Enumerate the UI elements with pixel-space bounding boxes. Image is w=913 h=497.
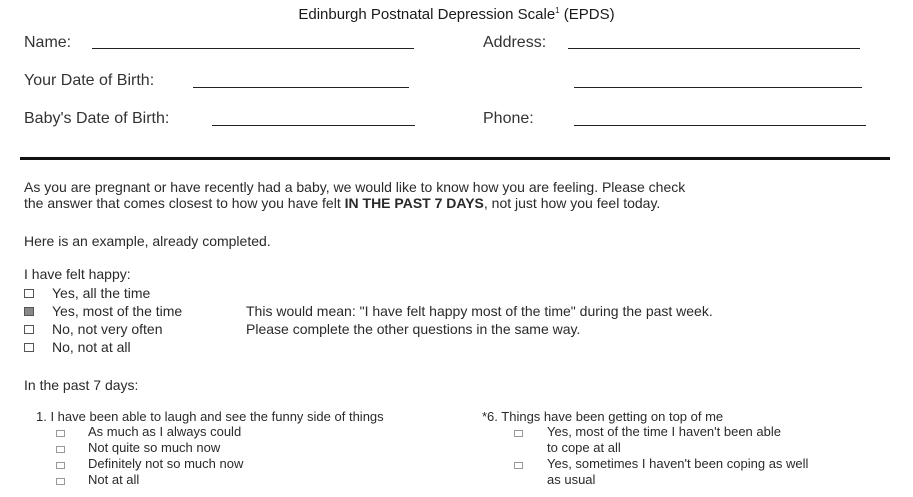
q6-checkbox-2[interactable] xyxy=(514,462,523,469)
name-field[interactable] xyxy=(92,48,414,49)
q1-checkbox-1[interactable] xyxy=(56,430,65,437)
dob-field[interactable] xyxy=(193,87,409,88)
name-label: Name: xyxy=(24,34,72,51)
phone-field[interactable] xyxy=(574,125,866,126)
dob-label: Your Date of Birth: xyxy=(24,72,155,89)
phone-label: Phone: xyxy=(483,110,534,127)
q6-option-1-cont: to cope at all xyxy=(547,440,621,455)
question-6-label: *6. Things have been getting on top of me xyxy=(482,409,724,424)
example-option-3: No, not very often xyxy=(52,321,163,337)
question-1-label: 1. I have been able to laugh and see the funny side of things xyxy=(36,409,384,424)
baby-dob-label: Baby's Date of Birth: xyxy=(24,110,170,127)
q1-option-2: Not quite so much now xyxy=(88,440,221,455)
example-option-1: Yes, all the time xyxy=(52,285,151,301)
q6-option-1: Yes, most of the time I haven't been able xyxy=(547,424,781,439)
divider xyxy=(20,157,890,160)
address-label: Address: xyxy=(483,34,547,51)
q1-checkbox-4[interactable] xyxy=(56,478,65,485)
example-checkbox-2[interactable] xyxy=(24,307,34,316)
example-checkbox-4[interactable] xyxy=(24,343,34,352)
example-question: I have felt happy: xyxy=(24,266,131,282)
address-field[interactable] xyxy=(568,48,860,49)
q1-checkbox-3[interactable] xyxy=(56,462,65,469)
intro-text: As you are pregnant or have recently had a baby, we would like to know how you are feeling. Please check the answer that comes closest to how you have felt IN THE PAST 7 DAYS, not just how you feel today. xyxy=(24,179,686,211)
example-checkbox-3[interactable] xyxy=(24,325,34,334)
example-option-4: No, not at all xyxy=(52,339,131,355)
q1-checkbox-2[interactable] xyxy=(56,446,65,453)
example-explain-1: This would mean: "I have felt happy most of the time" during the past week. xyxy=(246,303,713,319)
q1-option-4: Not at all xyxy=(88,472,140,487)
q6-option-2: Yes, sometimes I haven't been coping as well xyxy=(547,456,809,471)
baby-dob-field[interactable] xyxy=(212,125,415,126)
page-title: Edinburgh Postnatal Depression Scale$^1$ (EPDS) xyxy=(298,6,615,23)
address-field-line2[interactable] xyxy=(574,87,862,88)
example-option-2: Yes, most of the time xyxy=(52,303,183,319)
example-intro: Here is an example, already completed. xyxy=(24,233,271,249)
q6-checkbox-1[interactable] xyxy=(514,430,523,437)
q6-option-2-cont: as usual xyxy=(547,472,596,487)
example-explain-2: Please complete the other questions in the same way. xyxy=(246,321,581,337)
example-checkbox-1[interactable] xyxy=(24,289,34,298)
past-7-days-heading: In the past 7 days: xyxy=(24,377,139,393)
q1-option-1: As much as I always could xyxy=(88,424,242,439)
q1-option-3: Definitely not so much now xyxy=(88,456,244,471)
